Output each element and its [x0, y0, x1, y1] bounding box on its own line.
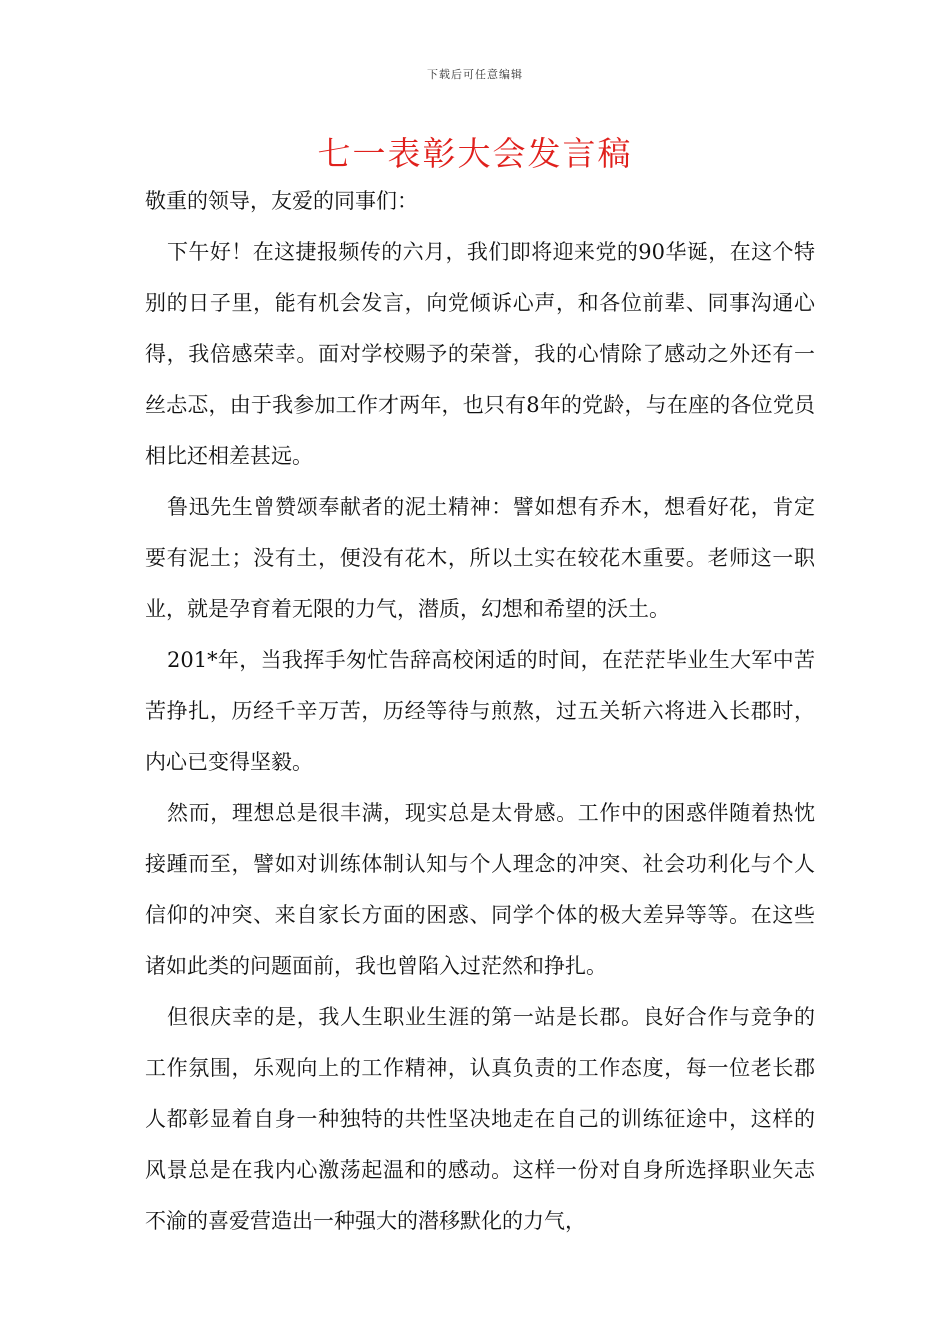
paragraph: 然而，理想总是很丰满，现实总是太骨感。工作中的困惑伴随着热忱接踵而至，譬如对训练体制认知与个人理念的冲突、社会功利化与个人信仰的冲突、来自家长方面的困惑、同学个体的极大差异等等。在这些诸如此类的问题面前，我也曾陷入过茫然和挣扎。: [145, 801, 815, 978]
document-title: 七一表彰大会发言稿: [317, 134, 633, 173]
header-note: 下载后可任意编辑: [427, 68, 523, 81]
document-body: [145, 176, 815, 1247]
paragraph: 下午好！在这捷报频传的六月，我们即将迎来党的90华诞，在这个特别的日子里，能有机会发言，向党倾诉心声，和各位前辈、同事沟通心得，我倍感荣幸。面对学校赐予的荣誉，我的心情除了感动之外还有一丝忐忑，由于我参加工作才两年，也只有8年的党龄，与在座的各位党员相比还相差甚远。: [145, 240, 815, 468]
paragraph: 鲁迅先生曾赞颂奉献者的泥土精神：譬如想有乔木，想看好花，肯定要有泥土；没有土，便没有花木，所以土实在较花木重要。老师这一职业，就是孕育着无限的力气，潜质，幻想和希望的沃土。: [145, 495, 815, 621]
paragraph: 201*年，当我挥手匆忙告辞高校闲适的时间，在茫茫毕业生大军中苦苦挣扎，历经千辛万苦，历经等待与煎熬，过五关斩六将进入长郡时，内心已变得坚毅。: [145, 648, 815, 774]
paragraph: 但很庆幸的是，我人生职业生涯的第一站是长郡。良好合作与竞争的工作氛围，乐观向上的工作精神，认真负责的工作态度，每一位老长郡人都彰显着自身一种独特的共性坚决地走在自己的训练征途中，这样的风景总是在我内心激荡起温和的感动。这样一份对自身所选择职业矢志不渝的喜爱营造出一种强大的潜移默化的力气，: [145, 1005, 815, 1233]
salutation: 敬重的领导，友爱的同事们：: [145, 189, 418, 213]
